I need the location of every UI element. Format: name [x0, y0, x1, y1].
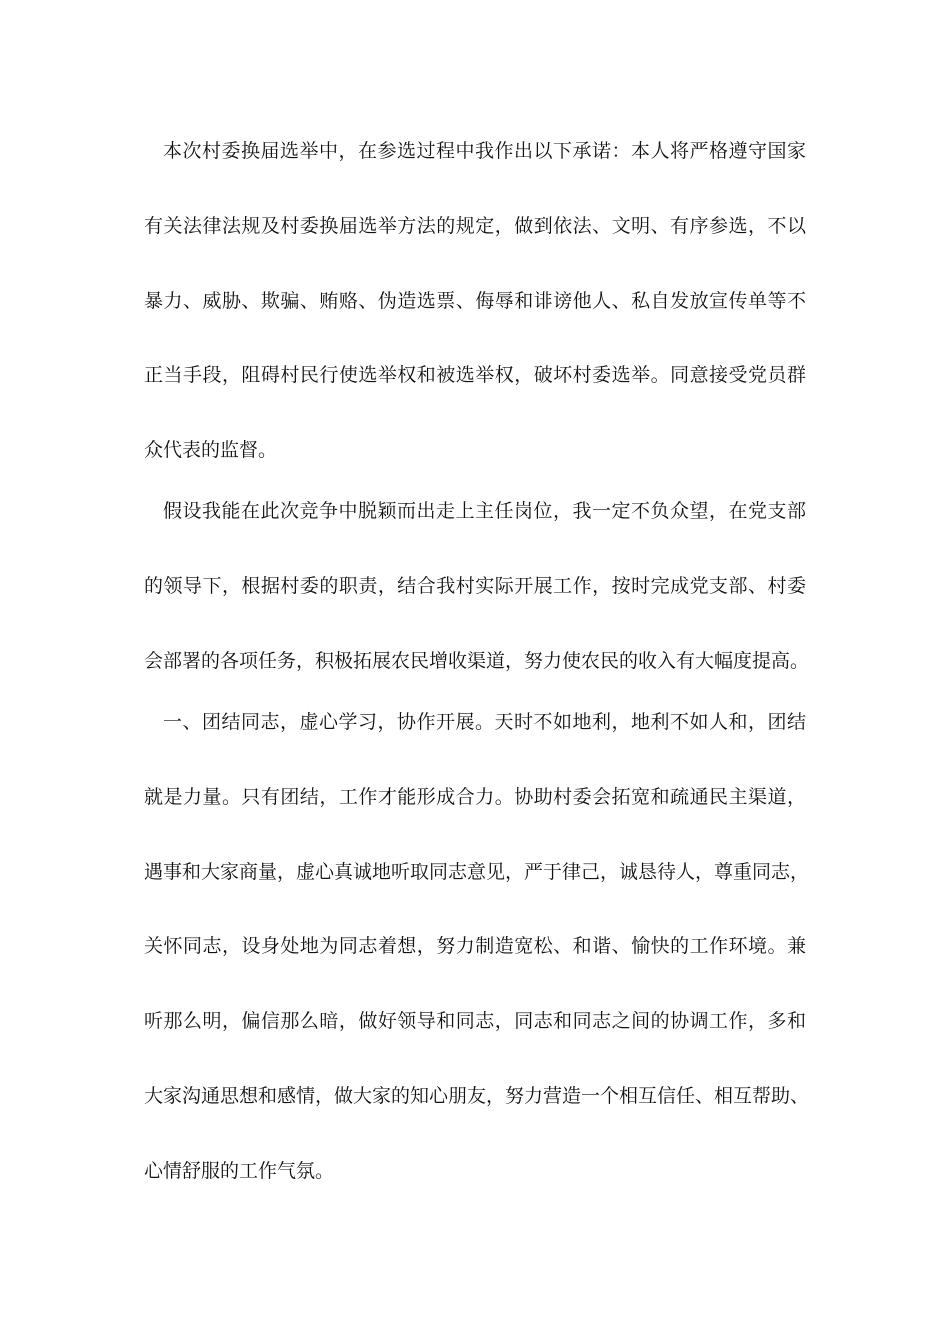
- text-line: 本次村委换届选举中，在参选过程中我作出以下承诺：本人将严格遵守国家: [163, 140, 806, 162]
- text-line: 有关法律法规及村委换届选举方法的规定，做到依法、文明、有序参选，不以: [144, 215, 806, 237]
- text-line: 假设我能在此次竞争中脱颖而出走上主任岗位，我一定不负众望，在党支部: [163, 500, 806, 522]
- text-line: 众代表的监督。: [144, 439, 278, 461]
- text-line: 关怀同志，设身处地为同志着想，努力制造宽松、和谐、愉快的工作环境。兼: [144, 935, 806, 957]
- text-line: 就是力量。只有团结，工作才能形成合力。协助村委会拓宽和疏通民主渠道，: [144, 786, 806, 808]
- text-line: 一、团结同志，虚心学习，协作开展。天时不如地利，地利不如人和，团结: [163, 711, 806, 733]
- text-line: 心情舒服的工作气氛。: [144, 1160, 335, 1182]
- text-line: 暴力、威胁、欺骗、贿赂、伪造选票、侮辱和诽谤他人、私自发放宣传单等不: [144, 290, 806, 312]
- text-line: 大家沟通思想和感情，做大家的知心朋友，努力营造一个相互信任、相互帮助、: [144, 1085, 810, 1107]
- text-line: 会部署的各项任务，积极拓展农民增收渠道，努力使农民的收入有大幅度提高。: [144, 650, 810, 672]
- text-line: 的领导下，根据村委的职责，结合我村实际开展工作，按时完成党支部、村委: [144, 575, 806, 597]
- text-line: 听那么明，偏信那么暗，做好领导和同志，同志和同志之间的协调工作，多和: [144, 1010, 806, 1032]
- text-line: 遇事和大家商量，虚心真诚地听取同志意见，严于律己，诚恳待人，尊重同志，: [144, 861, 810, 883]
- text-line: 正当手段，阻碍村民行使选举权和被选举权，破坏村委选举。同意接受党员群: [144, 364, 806, 386]
